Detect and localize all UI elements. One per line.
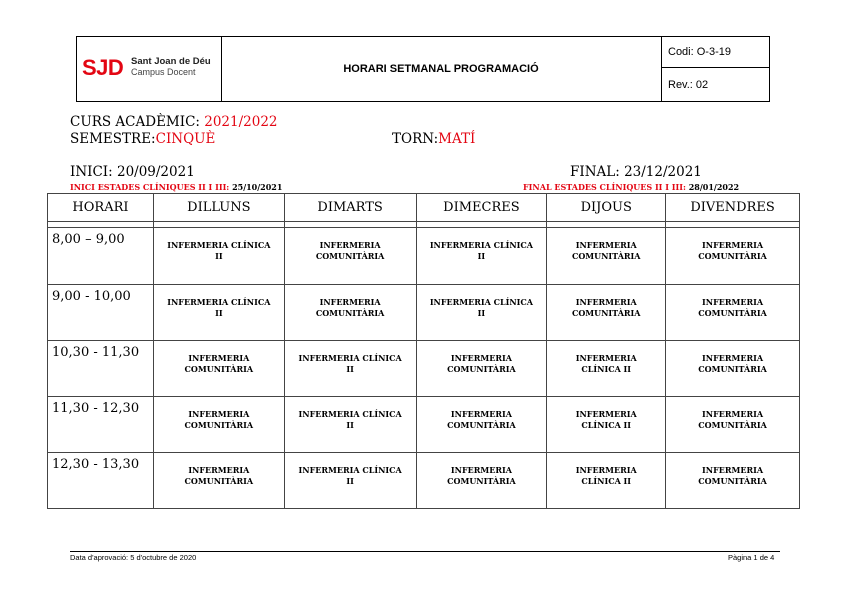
- schedule-header-row: [48, 194, 800, 222]
- approval-date: Data d'aprovació: 5 d'octubre de 2020: [70, 553, 197, 562]
- clinical-start-value: 25/10/2021: [232, 182, 283, 192]
- end-date: FINAL: 23/12/2021: [570, 164, 702, 180]
- class-cell: INFERMERIA COMUNITÀRIA: [666, 453, 800, 509]
- time-slot: 8,00 – 9,00: [48, 228, 154, 285]
- document-code: Codi: O-3-19: [662, 37, 770, 68]
- class-cell: INFERMERIA COMUNITÀRIA: [666, 397, 800, 453]
- class-cell: INFERMERIA COMUNITÀRIA: [666, 341, 800, 397]
- header-dimarts: DIMARTS: [284, 194, 416, 222]
- course-label: CURS ACADÈMIC:: [70, 114, 200, 130]
- shift-info: [392, 131, 475, 147]
- clinical-start: [70, 182, 282, 192]
- header-dilluns: DILLUNS: [153, 194, 284, 222]
- table-row: [48, 453, 800, 509]
- class-cell: INFERMERIA COMUNITÀRIA: [416, 453, 547, 509]
- header-dijous: DIJOUS: [547, 194, 666, 222]
- logo: [77, 37, 222, 101]
- time-slot: 12,30 - 13,30: [48, 453, 154, 509]
- header-divendres: DIVENDRES: [666, 194, 800, 222]
- clinical-end-value: 28/01/2022: [688, 182, 740, 192]
- semester-value: CINQUÈ: [155, 131, 216, 147]
- time-slot: 11,30 - 12,30: [48, 397, 154, 453]
- footer-divider: [70, 551, 780, 552]
- table-row: [48, 285, 800, 341]
- class-cell: INFERMERIA COMUNITÀRIA: [666, 285, 800, 341]
- clinical-start-label: INICI ESTADES CLÍNIQUES II I III:: [70, 182, 230, 192]
- class-cell: INFERMERIA CLÍNICA II: [284, 397, 416, 453]
- table-row: [48, 341, 800, 397]
- class-cell: INFERMERIA COMUNITÀRIA: [153, 397, 284, 453]
- clinical-end-label: FINAL ESTADES CLÍNIQUES II I III:: [523, 182, 686, 192]
- start-date: INICI: 20/09/2021: [70, 164, 195, 180]
- table-row: [48, 397, 800, 453]
- document-revision: Rev.: 02: [668, 79, 709, 91]
- table-row: [48, 228, 800, 285]
- class-cell: INFERMERIA COMUNITÀRIA: [153, 341, 284, 397]
- course-info: [70, 114, 278, 130]
- semester-info: [70, 131, 215, 147]
- class-cell: INFERMERIA COMUNITÀRIA: [547, 285, 666, 341]
- document-header: [76, 36, 770, 102]
- header-dimecres: DIMECRES: [416, 194, 547, 222]
- logo-name: Sant Joan de Déu: [131, 56, 211, 67]
- shift-label: TORN:: [392, 131, 439, 147]
- class-cell: INFERMERIA COMUNITÀRIA: [666, 228, 800, 285]
- time-slot: 9,00 - 10,00: [48, 285, 154, 341]
- class-cell: INFERMERIA COMUNITÀRIA: [153, 453, 284, 509]
- class-cell: INFERMERIA CLÍNICA II: [547, 453, 666, 509]
- class-cell: INFERMERIA CLÍNICA II: [547, 397, 666, 453]
- clinical-end: [523, 182, 739, 192]
- class-cell: INFERMERIA CLÍNICA II: [153, 285, 284, 341]
- class-cell: INFERMERIA CLÍNICA II: [284, 341, 416, 397]
- schedule-table: [47, 193, 800, 509]
- document-title: HORARI SETMANAL PROGRAMACIÓ: [221, 37, 662, 101]
- shift-value: MATÍ: [438, 131, 476, 147]
- class-cell: INFERMERIA CLÍNICA II: [284, 453, 416, 509]
- logo-subtitle: Campus Docent: [131, 67, 196, 77]
- class-cell: INFERMERIA CLÍNICA II: [153, 228, 284, 285]
- course-value: 2021/2022: [204, 114, 278, 130]
- semester-label: SEMESTRE:: [70, 131, 156, 147]
- page-number: Pàgina 1 de 4: [728, 553, 775, 562]
- class-cell: INFERMERIA CLÍNICA II: [416, 228, 547, 285]
- class-cell: INFERMERIA COMUNITÀRIA: [284, 228, 416, 285]
- logo-mark: SJD: [82, 55, 124, 80]
- class-cell: INFERMERIA CLÍNICA II: [547, 341, 666, 397]
- class-cell: INFERMERIA COMUNITÀRIA: [416, 341, 547, 397]
- class-cell: INFERMERIA COMUNITÀRIA: [284, 285, 416, 341]
- class-cell: INFERMERIA COMUNITÀRIA: [416, 397, 547, 453]
- time-slot: 10,30 - 11,30: [48, 341, 154, 397]
- class-cell: INFERMERIA CLÍNICA II: [416, 285, 547, 341]
- class-cell: INFERMERIA COMUNITÀRIA: [547, 228, 666, 285]
- header-horari: HORARI: [48, 194, 154, 222]
